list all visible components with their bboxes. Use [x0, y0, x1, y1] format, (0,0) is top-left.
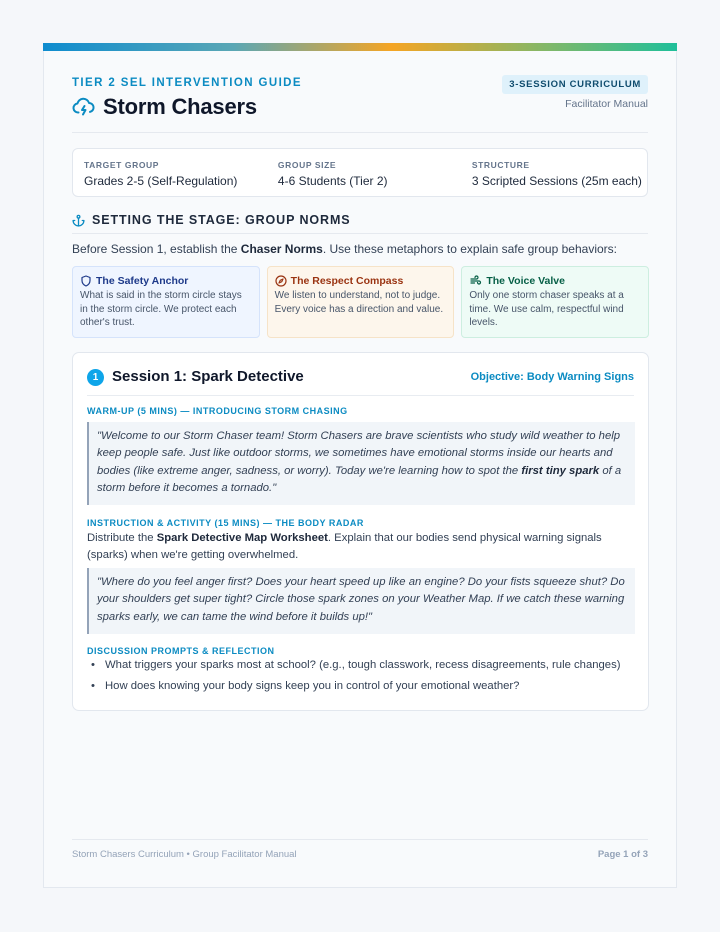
page-number: Page 1 of 3: [597, 849, 648, 860]
quote-text: "Welcome to our Storm Chaser team! Storm Chasers are brave scientists who study wild weather to help keep people safe. Just like outdoor storms, we sometimes have emotional storms inside our hearts and bodies (like extreme anger, sadness, or worry). Today we're learning how to spot the: [97, 430, 621, 477]
activity-bold: Spark Detective Map Worksheet: [156, 532, 328, 544]
norms-intro: [72, 242, 617, 256]
quote-text: of a storm before it becomes a tornado.": [97, 464, 622, 495]
session-title: Session 1: Spark Detective: [112, 368, 304, 385]
norm-text: We listen to understand, not to judge. Every voice has a direction and value.: [274, 290, 444, 315]
info-value: Grades 2-5 (Self-Regulation): [84, 174, 238, 188]
compass-icon: [275, 275, 287, 287]
manual-page: [43, 43, 677, 888]
norm-cards: [72, 266, 649, 338]
norm-card-safety-anchor: [72, 266, 260, 338]
intro-text: Before Session 1, establish the: [72, 242, 241, 256]
intro-bold: Chaser Norms: [240, 242, 323, 256]
norm-card-voice-valve: [461, 266, 649, 338]
shield-icon: [80, 275, 92, 287]
info-box: [72, 148, 648, 197]
divider: [72, 839, 648, 840]
anchor-icon: [72, 214, 85, 227]
session-number-badge: 1: [87, 369, 104, 386]
storm-cloud-icon: [72, 95, 96, 119]
guide-kicker: TIER 2 SEL INTERVENTION GUIDE: [72, 77, 302, 89]
norms-heading-text: SETTING THE STAGE: GROUP NORMS: [92, 213, 351, 227]
curriculum-badge: 3-SESSION CURRICULUM: [502, 75, 648, 94]
discussion-prompts: [87, 655, 635, 697]
session-card: [72, 352, 649, 711]
divider: [72, 132, 648, 133]
warmup-label: WARM-UP (5 MINS) — INTRODUCING STORM CHASING: [87, 406, 348, 416]
title-row: [72, 94, 257, 120]
norm-title-text: The Respect Compass: [290, 275, 404, 287]
info-structure: [461, 149, 647, 196]
norm-title: [275, 275, 447, 287]
activity-script-quote: "Where do you feel anger first? Does your heart speed up like an engine? Do your fists squeeze shut? Do your shoulders get super tight? Circle those spark zones on your Weather Map. If we catch these warning sparks early, we can tame the wind before it builds up!": [87, 568, 635, 634]
intro-text: . Use these metaphors to explain safe group behaviors:: [322, 242, 617, 256]
info-target-group: [73, 149, 267, 196]
norm-title-text: The Safety Anchor: [96, 275, 189, 287]
info-label: STRUCTURE: [471, 160, 530, 170]
info-value: 3 Scripted Sessions (25m each): [471, 174, 642, 188]
footer-title: Storm Chasers Curriculum • Group Facilitator Manual: [72, 849, 297, 860]
info-group-size: [267, 149, 461, 196]
activity-text: Distribute the: [87, 532, 157, 544]
wind-icon: [469, 275, 482, 287]
norm-card-respect-compass: [267, 266, 455, 338]
norm-text: Only one storm chaser speaks at a time. We use calm, respectful wind levels.: [469, 290, 624, 328]
gradient-accent-bar: [43, 43, 677, 51]
info-value: 4-6 Students (Tier 2): [277, 174, 388, 188]
norm-title: [80, 275, 252, 287]
norm-title: [469, 275, 641, 287]
manual-label: Facilitator Manual: [565, 98, 648, 110]
list-item: • How does knowing your body signs keep you in control of your emotional weather?: [87, 676, 635, 697]
session-objective: Objective: Body Warning Signs: [470, 371, 634, 383]
activity-text: . Explain that our bodies send physical warning signals (sparks) when we're getting overwhelmed.: [87, 532, 602, 561]
info-label: GROUP SIZE: [277, 160, 337, 170]
page-title: Storm Chasers: [103, 94, 257, 119]
norm-title-text: The Voice Valve: [486, 275, 565, 287]
norms-heading: [72, 213, 351, 227]
divider: [87, 395, 634, 396]
list-item: • What triggers your sparks most at school? (e.g., tough classwork, recess disagreements, rule changes): [87, 655, 635, 676]
warmup-script-quote: [87, 422, 635, 505]
quote-bold: first tiny spark: [521, 464, 600, 477]
info-label: TARGET GROUP: [84, 160, 160, 170]
divider: [72, 233, 648, 234]
norm-text: What is said in the storm circle stays in the storm circle. We protect each other's trust.: [80, 290, 242, 328]
discussion-label: DISCUSSION PROMPTS & REFLECTION: [87, 646, 275, 656]
activity-label: INSTRUCTION & ACTIVITY (15 MINS) — THE BODY RADAR: [87, 518, 364, 528]
activity-instructions: [87, 530, 635, 563]
